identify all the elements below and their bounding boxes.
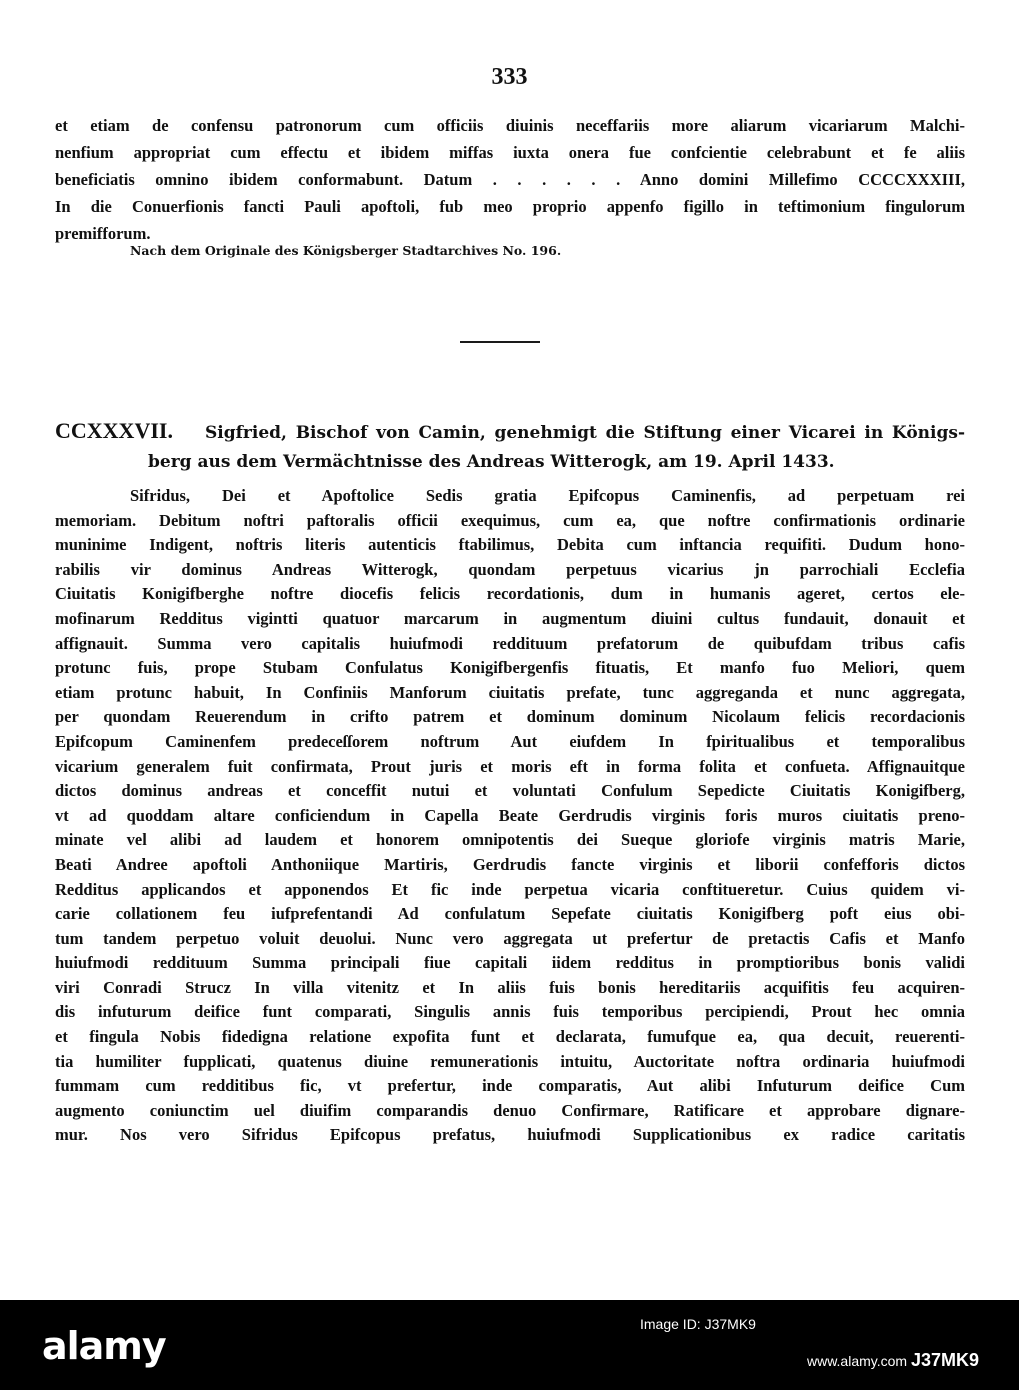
text-line: per quondam Reuerendum in crifto patrem et dominum dominum Nicolaum felicis recordacionis [55, 707, 965, 727]
footer-url [807, 1350, 979, 1371]
text-line: vt ad quoddam altare conficiendum in Capella Beate Gerdrudis virginis foris muros ciuitatis preno- [55, 805, 965, 825]
document-heading-line: berg aus dem Vermächtnisse des Andreas Witterogk, am 19. April 1433. [148, 452, 835, 472]
text-line: mur. Nos vero Sifridus Epifcopus prefatus, huiufmodi Supplicationibus ex radice caritatis [55, 1125, 965, 1145]
text-line: mofinarum Redditus vigintti quatuor marcarum in augmentum diuini cultus fundauit, donauit et [55, 608, 965, 628]
text-line: augmento coniunctim uel diuifim comparandis denuo Confirmare, Ratificare et approbare dignare- [55, 1100, 965, 1120]
document-number: CCXXXVII. [55, 418, 173, 443]
text-line: muninime Indigent, noftris literis autenticis ftabilimus, Debita cum inftancia requifiti. Dudum hono- [55, 535, 965, 555]
footer-url-id: J37MK9 [910, 1350, 979, 1370]
text-line: dis infuturum deifice funt comparati, Singulis annis fuis temporibus percipiendi, Prout hec omnia [55, 1002, 965, 1022]
text-line: protunc fuis, prope Stubam Confulatus Konigifbergenfis fituatis, Et manfo fuo Meliori, quem [55, 658, 965, 678]
page-number: 333 [491, 64, 528, 90]
text-line: carie collationem feu iufprefentandi Ad confulatum Sepefate ciuitatis Konigifberg poft eius obi- [55, 904, 965, 924]
stock-watermark-bar [0, 1300, 1019, 1390]
image-id: Image ID: J37MK9 [640, 1316, 756, 1332]
text-line: premifforum. [55, 224, 151, 243]
text-line: huiufmodi reddituum Summa principali fiue capitali iidem redditus in promptioribus bonis validi [55, 953, 965, 973]
text-line: memoriam. Debitum noftri paftoralis officii exequimus, cum ea, que noftre confirmationis ordinarie [55, 510, 965, 530]
document-body [55, 484, 965, 1148]
text-line: tia humiliter fupplicati, quatenus diuine remunerationis intuitu, Auctoritate noftra ordinaria huiufmodi [55, 1051, 965, 1071]
source-note: Nach dem Originale des Königsberger Stadtarchives No. 196. [130, 243, 562, 258]
text-line: nenfium appropriat cum effectu et ibidem miffas iuxta onera fue confcientie celebrabunt et fe aliis [55, 143, 965, 162]
text-line: fummam cum redditibus fic, vt prefertur, inde comparatis, Aut alibi Infuturum deifice Cum [55, 1076, 965, 1096]
text-line: Sifridus, Dei et Apoftolice Sedis gratia Epifcopus Caminenfis, ad perpetuam rei [130, 486, 965, 505]
text-line: dictos dominus andreas et conceffit nutui et voluntati Confulum Sepedicte Ciuitatis Konigifberg, [55, 781, 965, 801]
text-line: beneficiatis omnino ibidem conformabunt. Datum . . . . . . Anno domini Millefimo CCCCXXXIII, [55, 170, 965, 189]
text-line: et fingula Nobis fidedigna relatione expofita funt et declarata, fumufque ea, qua decuit, reuerenti- [55, 1027, 965, 1047]
text-line: etiam protunc habuit, In Confiniis Manforum ciuitatis prefate, tunc aggreganda et nunc aggregata, [55, 682, 965, 702]
text-line: minate vel alibi ad laudem et honorem omnipotentis dei Sueque gloriofe virginis matris Marie, [55, 830, 965, 850]
document-heading-line: Sigfried, Bischof von Camin, genehmigt die Stiftung einer Vicarei in Königs- [205, 423, 965, 443]
text-line: affignauit. Summa vero capitalis huiufmodi reddituum prefatorum de quibufdam tribus cafis [55, 633, 965, 653]
footer-url-prefix: www.alamy.com [806, 1353, 908, 1369]
continuation-paragraph [55, 112, 965, 247]
text-line: et etiam de confensu patronorum cum officiis diuinis neceffariis more aliarum vicariarum Malchi- [55, 116, 965, 135]
text-line: vicarium generalem fuit confirmata, Prout juris et moris eft in forma folita et confueta. Affignauitque [55, 756, 965, 776]
text-line: Redditus applicandos et apponendos Et fic inde perpetua vicaria conftitueretur. Cuius quidem vi- [55, 879, 965, 899]
alamy-logo: alamy [42, 1324, 166, 1368]
text-line: Epifcopum Caminenfem predeceſſorem noftrum Aut eiufdem In fpiritualibus et temporalibus [55, 731, 965, 751]
text-line: tum tandem perpetuo voluit deuolui. Nunc vero aggregata ut prefertur de pretactis Cafis et Manfo [55, 928, 965, 948]
text-line: Ciuitatis Konigifberghe noftre diocefis felicis recordationis, dum in humanis ageret, certos ele- [55, 584, 965, 604]
text-line: Beati Andree apoftoli Anthoniique Martiris, Gerdrudis fancte virginis et liborii confefforis dictos [55, 854, 965, 874]
text-line: viri Conradi Strucz In villa vitenitz et In aliis fuis bonis hereditariis acquifitis feu acquiren- [55, 977, 965, 997]
text-line: In die Conuerfionis fancti Pauli apoftoli, fub meo proprio appenfo figillo in teftimonium fingulorum [55, 197, 965, 216]
section-divider [460, 341, 540, 343]
text-line: rabilis vir dominus Andreas Witterogk, quondam perpetuus vicarius jn parrochiali Ecclefia [55, 559, 965, 579]
